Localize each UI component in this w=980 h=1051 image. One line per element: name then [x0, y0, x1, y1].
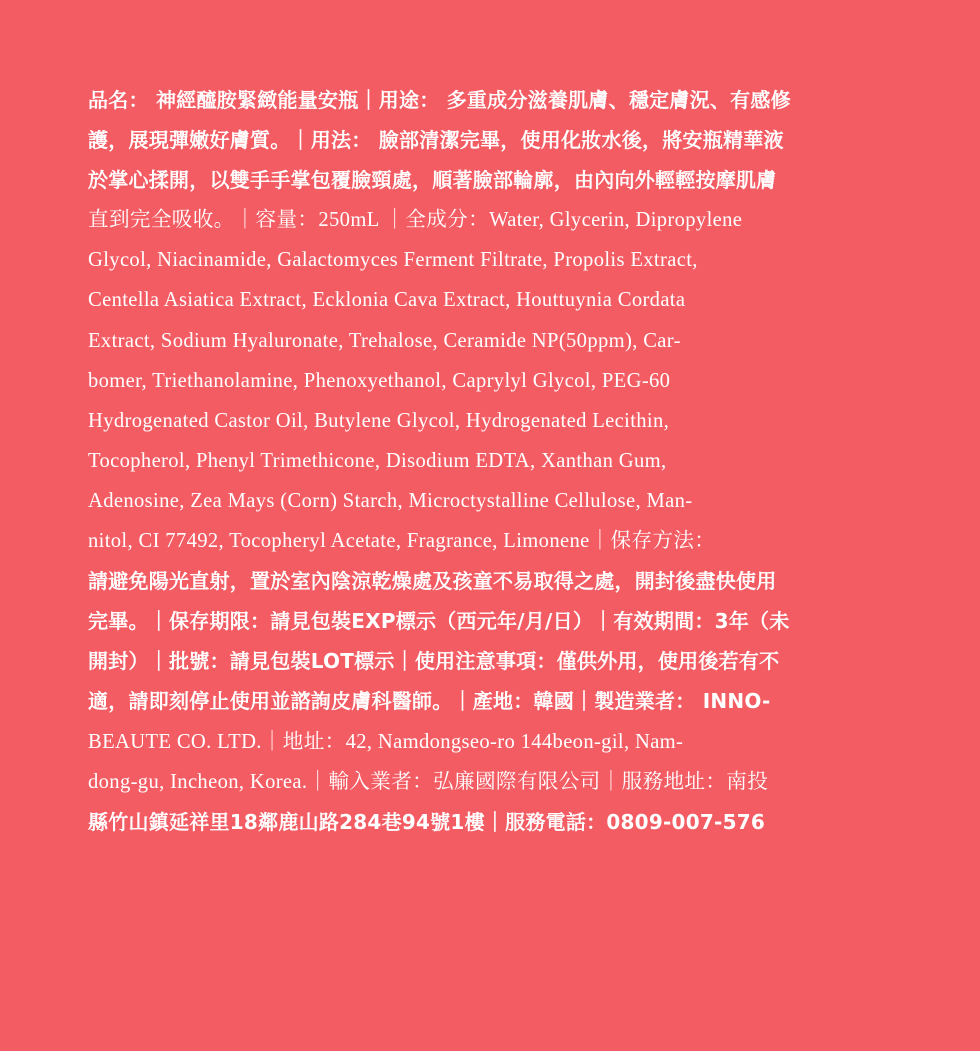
- description-line-5: Glycol, Niacinamide, Galactomyces Ferment Filtrate, Propolis Extract,: [88, 249, 698, 272]
- description-line-19: 縣竹山鎮延祥里18鄰鹿山路284巷94號1樓｜服務電話：0809-007-576: [88, 809, 766, 834]
- description-line-10: Tocopherol, Phenyl Trimethicone, Disodium EDTA, Xanthan Gum,: [88, 449, 667, 472]
- product-description: [88, 80, 888, 842]
- description-line-7: Extract, Sodium Hyaluronate, Trehalose, Ceramide NP(50ppm), Car-: [88, 329, 681, 352]
- description-line-2: 護，展現彈嫩好膚質。｜用法： 臉部清潔完畢，使用化妝水後，將安瓶精華液: [88, 128, 784, 153]
- description-line-16: 適，請即刻停止使用並諮詢皮膚科醫師。｜產地：韓國｜製造業者： INNO-: [88, 689, 771, 714]
- description-line-18: dong-gu, Incheon, Korea.｜輸入業者：弘廉國際有限公司｜服務地址：南投: [88, 770, 769, 793]
- description-line-12: nitol, CI 77492, Tocopheryl Acetate, Fragrance, Limonene｜保存方法：: [88, 530, 716, 553]
- description-line-1: 品名： 神經醯胺緊緻能量安瓶｜用途： 多重成分滋養肌膚、穩定膚況、有感修: [88, 88, 791, 112]
- description-line-14: 完畢。｜保存期限：請見包裝EXP標示（西元年/月/日）｜有效期間：3年（未: [88, 609, 790, 634]
- description-line-8: bomer, Triethanolamine, Phenoxyethanol, Caprylyl Glycol, PEG-60: [88, 369, 671, 392]
- description-line-11: Adenosine, Zea Mays (Corn) Starch, Microctystalline Cellulose, Man-: [88, 489, 693, 512]
- description-line-4: 直到完全吸收。｜容量：250mL ｜全成分：Water, Glycerin, Dipropylene: [88, 209, 743, 232]
- description-line-6: Centella Asiatica Extract, Ecklonia Cava Extract, Houttuynia Cordata: [88, 289, 686, 312]
- description-line-15: 開封）｜批號：請見包裝LOT標示｜使用注意事項：僅供外用，使用後若有不: [88, 649, 780, 674]
- description-line-3: 於掌心揉開，以雙手手掌包覆臉頸處，順著臉部輪廓，由內向外輕輕按摩肌膚: [88, 168, 777, 193]
- description-line-17: BEAUTE CO. LTD.｜地址：42, Namdongseo-ro 144beon-gil, Nam-: [88, 730, 684, 753]
- description-line-9: Hydrogenated Castor Oil, Butylene Glycol, Hydrogenated Lecithin,: [88, 409, 670, 432]
- description-line-13: 請避免陽光直射，置於室內陰涼乾燥處及孩童不易取得之處，開封後盡快使用: [88, 569, 777, 594]
